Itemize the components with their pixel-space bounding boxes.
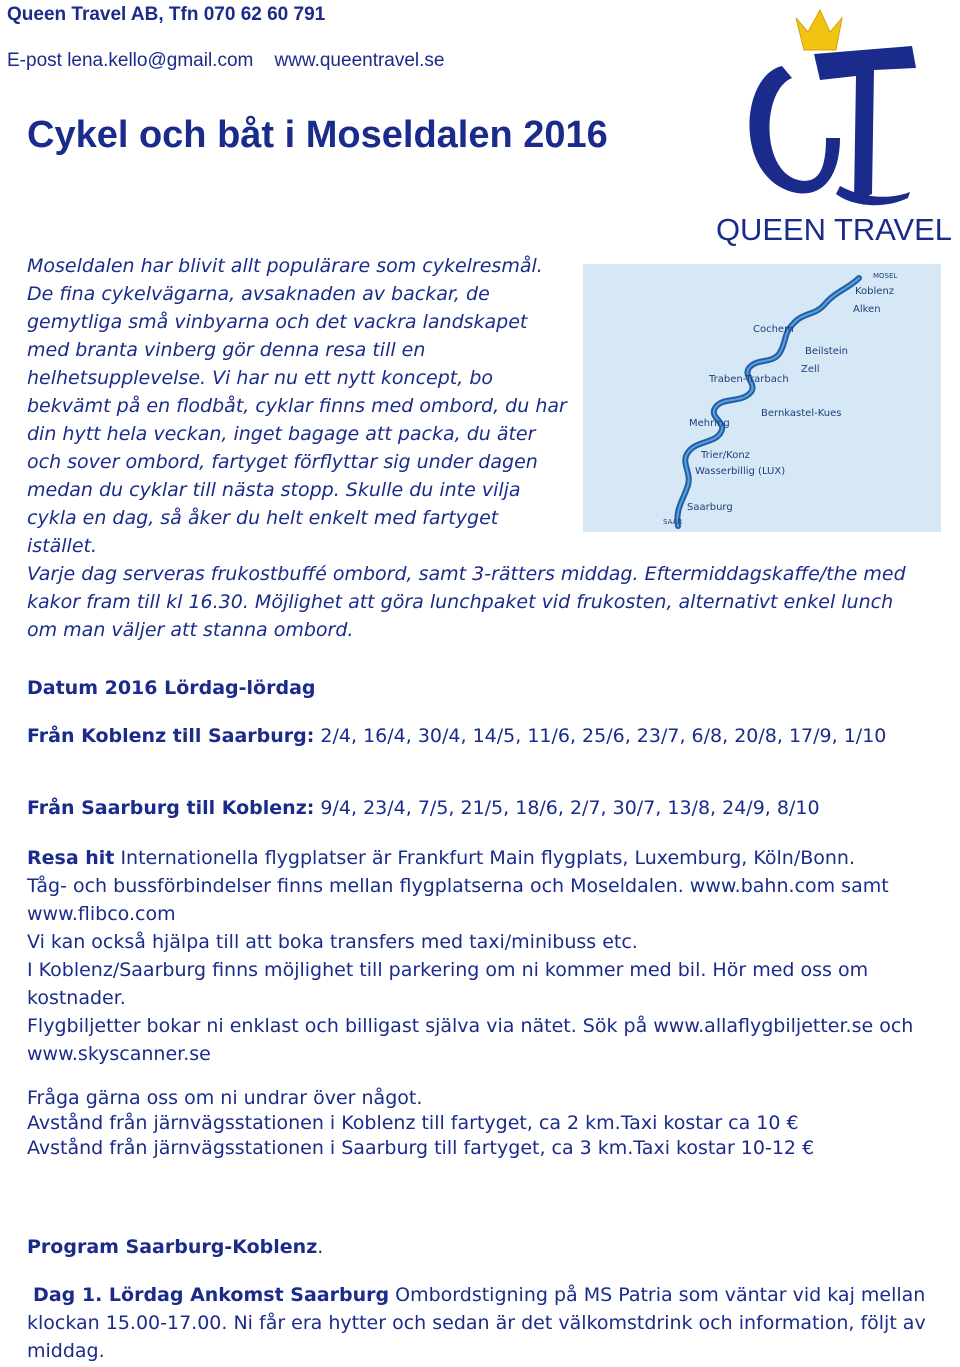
route2-dates: [27, 794, 937, 822]
day1-label: Dag 1. Lördag Ankomst Saarburg: [33, 1284, 390, 1306]
distance-line: Avstånd från järnvägsstationen i Koblenz till fartyget, ca 2 km.Taxi kostar ca 10: [27, 1112, 781, 1134]
map-label: Koblenz: [855, 286, 895, 297]
distance-line: Avstånd från järnvägsstationen i Saarburg till fartyget, ca 3 km.Taxi kostar 10-12: [27, 1137, 797, 1159]
route1-dates: [27, 722, 937, 750]
meals-paragraph: Varje dag serveras frukostbuffé ombord, samt 3-rätters middag. Eftermiddagskaffe/the med kakor fram till kl 16.30. Möjlighet att göra lunchpaket vid frukosten, alternativt enkel lunch om man väljer att stanna ombord.: [27, 563, 906, 641]
email-text: E-post lena.kello@gmail.com: [7, 50, 254, 71]
map-label: Trier/Konz: [701, 450, 750, 461]
map-label: MOSEL: [873, 272, 898, 280]
travel-line: Vi kan också hjälpa till att boka transfers med taxi/minibuss etc.: [27, 931, 638, 953]
map-label: Zell: [801, 364, 820, 375]
contact-section: [27, 1086, 937, 1161]
map-label: Cochem: [753, 324, 794, 335]
travel-section: [27, 844, 937, 1068]
route1-label: Från Koblenz till Saarburg:: [27, 725, 315, 747]
travel-label: Resa hit: [27, 847, 115, 869]
map-label: Alken: [853, 304, 881, 315]
crown-icon: [796, 10, 842, 50]
queen-travel-logo: [712, 6, 956, 246]
qt-monogram: [749, 46, 916, 205]
website-link[interactable]: www.queentravel.se: [274, 50, 445, 71]
program-day-1: [27, 1281, 937, 1365]
map-label: Traben-Trarbach: [709, 374, 789, 385]
dates-heading: Datum 2016 Lördag-lördag: [27, 677, 316, 699]
intro-paragraph: Moseldalen har blivit allt populärare som cykelresmål. De fina cykelvägarna, avsaknaden av backar, de gemytliga små vinbyarna och det vackra landskapet med branta vinberg gör denna resa till en helhetsupplevelse. Vi har nu ett nytt koncept, bo bekvämt på en flodbåt, cyklar finns med ombord, du har din hytt hela veckan, inget bagage att packa, du äter och sover ombord, fartyget förflyttar sig under dagen medan du cyklar till nästa stopp. Skulle du inte vilja cykla en dag, så åker du helt enkelt med fartyget istället.: [27, 255, 567, 557]
map-label: Wasserbillig (LUX): [695, 466, 786, 477]
page-title: Cykel och båt i Moseldalen 2016: [27, 114, 608, 156]
logo-text: QUEEN TRAVEL: [716, 212, 952, 246]
route2-label: Från Saarburg till Koblenz:: [27, 797, 315, 819]
map-label: Saarburg: [687, 502, 733, 513]
company-line: Queen Travel AB, Tfn 070 62 60 791: [7, 4, 326, 25]
euro-icon: €: [802, 1137, 815, 1159]
day1-text: Ombordstigning på MS Patria som väntar vid kaj mellan klockan 15.00-17.00. Ni får era hytter och sedan är det välkomstdrink och information, följt av middag.: [27, 1284, 926, 1362]
map-label: Bernkastel-Kues: [761, 408, 842, 419]
map-label: SAAR: [663, 518, 683, 526]
program-heading: Program Saarburg-Koblenz.: [27, 1236, 324, 1258]
route1-list: 2/4, 16/4, 30/4, 14/5, 11/6, 25/6, 23/7, 6/8, 20/8, 17/9, 1/10: [320, 725, 887, 747]
euro-icon: €: [786, 1112, 799, 1134]
ask-line: Fråga gärna oss om ni undrar över något.: [27, 1087, 423, 1109]
travel-line: I Koblenz/Saarburg finns möjlighet till parkering om ni kommer med bil. Hör med oss om kostnader.: [27, 959, 869, 1009]
route2-list: 9/4, 23/4, 7/5, 21/5, 18/6, 2/7, 30/7, 13/8, 24/9, 8/10: [320, 797, 820, 819]
route-map: [583, 264, 941, 532]
travel-line: Flygbiljetter bokar ni enklast och billigast själva via nätet. Sök på www.allaflygbiljetter.se och www.skyscanner.se: [27, 1015, 914, 1065]
travel-line: Tåg- och bussförbindelser finns mellan flygplatserna och Moseldalen. www.bahn.com samt www.flibco.com: [27, 875, 889, 925]
map-label: Beilstein: [805, 346, 848, 357]
travel-text: Internationella flygplatser är Frankfurt Main flygplats, Luxemburg, Köln/Bonn.: [120, 847, 856, 869]
map-label: Mehring: [689, 418, 730, 429]
contact-line: [7, 50, 445, 72]
